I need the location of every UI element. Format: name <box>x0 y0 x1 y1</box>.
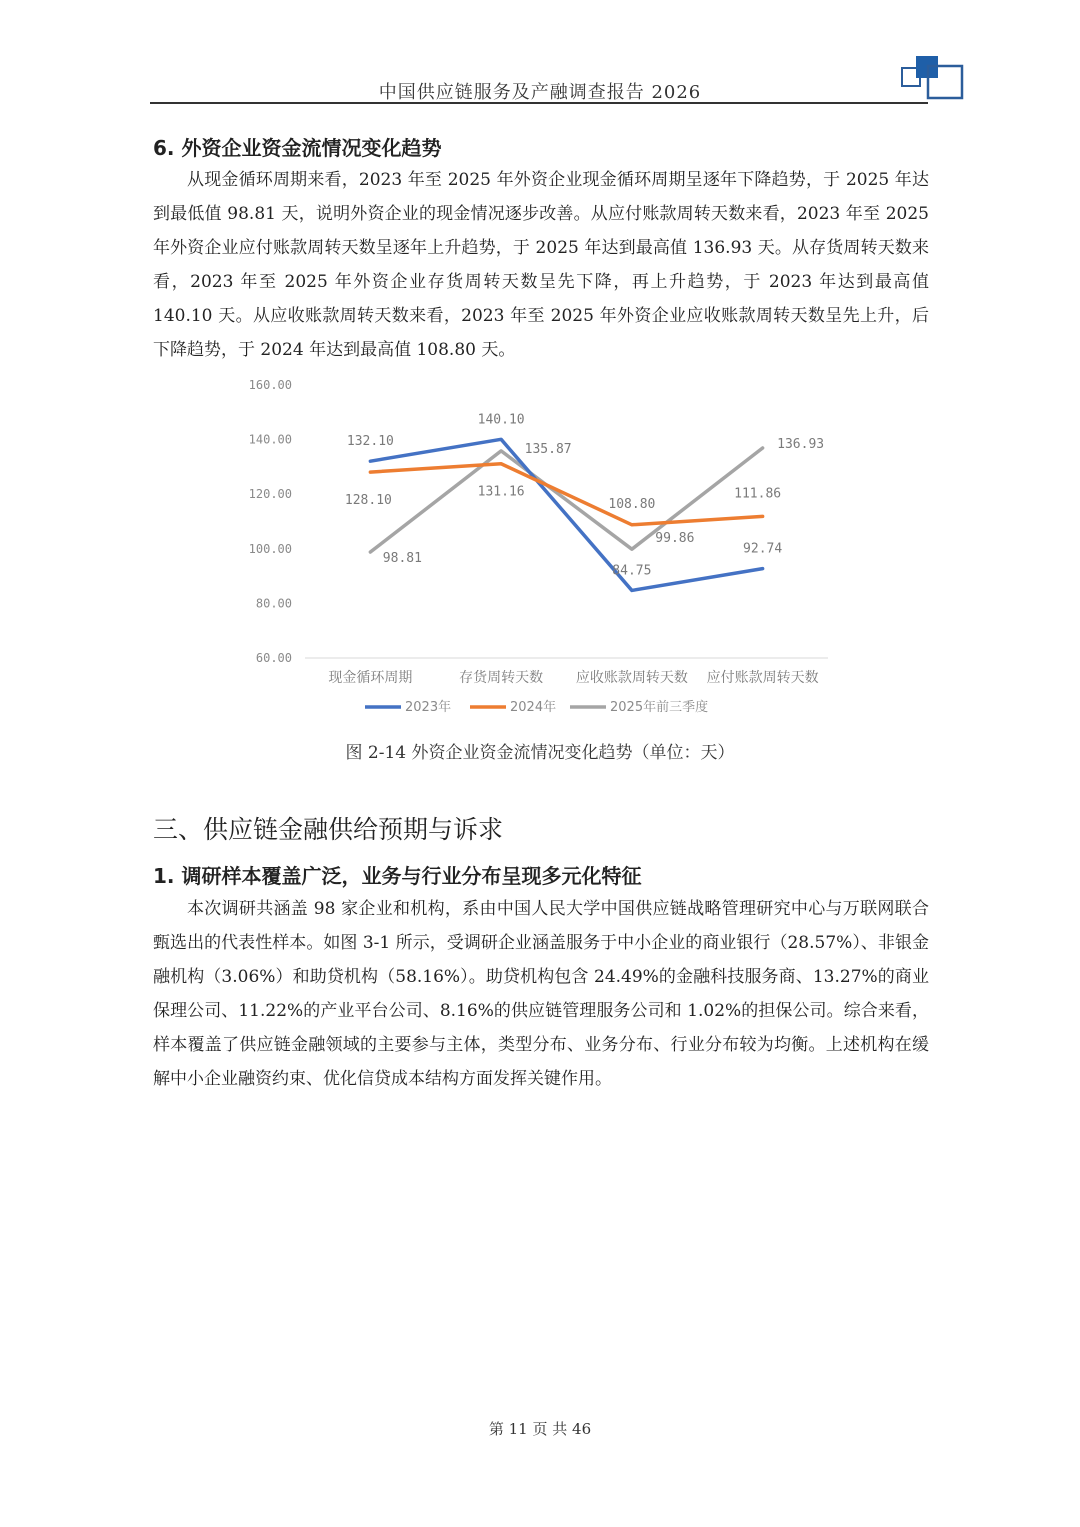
y-tick-label: 60.00 <box>255 651 292 665</box>
report-logo-icon <box>900 54 966 102</box>
y-tick-label: 120.00 <box>248 487 292 502</box>
cash-flow-trend-chart <box>230 370 840 730</box>
figure-caption: 图 2-14 外资企业资金流情况变化趋势（单位：天） <box>345 743 735 763</box>
section-3-1-paragraph: 本次调研共涵盖 98 家企业和机构，系由中国人民大学中国供应链战略管理研究中心与万联网联合甄选出的代表性样本。如图 3-1 所示，受调研企业涵盖服务于中小企业的商业银行（28.57%）、非银金融机构（3.06%）和助贷机构（58.16%）。助贷机构包含 24.49%的金融科技服务商、13.27%的商业保理公司、11.22%的产业平台公司、8.16%的供应链管理服务公司和 1.02%的担保公司。综合来看，样本覆盖了供应链金融领域的主要参与主体，类型分布、业务分布、行业分布较为均衡。上述机构在缓解中小企业融资约束、优化信贷成本结构方面发挥关键作用。 <box>153 899 929 1089</box>
series-line-0 <box>370 439 762 590</box>
data-label: 128.10 <box>344 493 392 509</box>
legend-label: 2024年 <box>510 700 557 715</box>
data-label: 140.10 <box>477 412 525 428</box>
data-label: 108.80 <box>608 496 656 512</box>
header-rule <box>150 102 928 104</box>
data-label: 132.10 <box>346 434 394 450</box>
data-label: 136.93 <box>777 436 825 452</box>
data-label: 111.86 <box>734 486 782 502</box>
data-label: 135.87 <box>524 441 572 457</box>
legend-label: 2023年 <box>405 700 452 715</box>
series-line-2 <box>370 448 762 552</box>
section-6-paragraph: 从现金循环周期来看，2023 年至 2025 年外资企业现金循环周期呈逐年下降趋势，于 2025 年达到最低值 98.81 天，说明外资企业的现金情况逐步改善。从应付账款周转天数来看，2023 年至 2025 年外资企业应付账款周转天数呈逐年上升趋势，于 2025 年达到最高值 136.93 天。从存货周转天数来看，2023 年至 2025 年外资企业存货周转天数呈先下降，再上升趋势，于 2023 年达到最高值 140.10 天。从应收账款周转天数来看，2023 年至 2025 年外资企业应收账款周转天数呈先上升，后下降趋势，于 2024 年达到最高值 108.80 天。 <box>153 170 929 360</box>
data-label: 99.86 <box>655 531 695 547</box>
x-category-label: 存货周转天数 <box>459 670 544 686</box>
data-label: 84.75 <box>612 563 652 579</box>
section-3-1-title: 1. 调研样本覆盖广泛，业务与行业分布呈现多元化特征 <box>153 864 642 888</box>
data-label: 98.81 <box>382 551 422 567</box>
page-number: 第 11 页 共 46 <box>488 1420 592 1438</box>
data-label: 131.16 <box>477 484 525 500</box>
x-category-label: 应付账款周转天数 <box>706 670 819 686</box>
section-6-title: 6. 外资企业资金流情况变化趋势 <box>153 136 442 160</box>
data-label: 92.74 <box>743 541 783 557</box>
chapter-3-title: 三、供应链金融供给预期与诉求 <box>153 815 504 844</box>
y-tick-label: 100.00 <box>248 541 292 556</box>
x-category-label: 应收账款周转天数 <box>575 670 688 686</box>
running-header: 中国供应链服务及产融调查报告 2026 <box>378 82 702 103</box>
y-tick-label: 80.00 <box>255 596 292 611</box>
x-category-label: 现金循环周期 <box>328 670 413 686</box>
y-tick-label: 140.00 <box>248 432 292 447</box>
legend-label: 2025年前三季度 <box>610 700 709 715</box>
y-tick-label: 160.00 <box>248 378 292 392</box>
